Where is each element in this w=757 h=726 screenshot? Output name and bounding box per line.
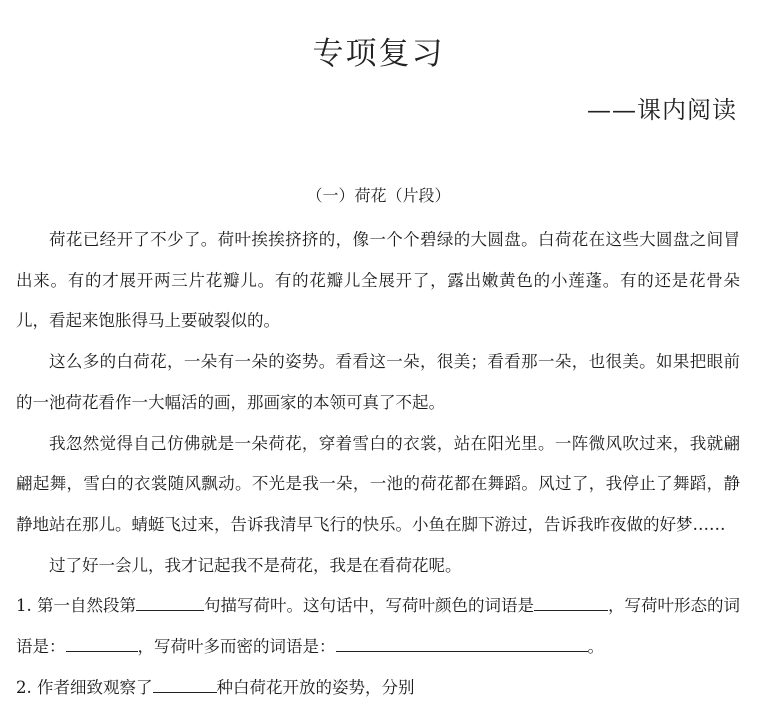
question-1-text-e: 。 [587,637,604,657]
question-1-text-a: 1. 第一自然段第 [16,596,136,616]
answer-blank-1[interactable] [136,592,204,611]
answer-blank-5[interactable] [153,674,217,693]
paragraph-1: 荷花已经开了不少了。荷叶挨挨挤挤的，像一个个碧绿的大圆盘。白荷花在这些大圆盘之间冒出来。有的才展开两三片花瓣儿。有的花瓣儿全展开了，露出嫩黄色的小莲蓬。有的还是花骨朵儿，看起来饱胀得马上要破裂似的。 [16,230,740,331]
paragraph-3: 我忽然觉得自己仿佛就是一朵荷花，穿着雪白的衣裳，站在阳光里。一阵微风吹过来，我就翩翩起舞，雪白的衣裳随风飘动。不光是我一朵，一池的荷花都在舞蹈。风过了，我停止了舞蹈，静静地站在那儿。蜻蜓飞过来，告诉我清早飞行的快乐。小鱼在脚下游过，告诉我昨夜做的好梦…… [16,433,740,534]
question-2-text-b: 种白荷花开放的姿势，分别 [216,677,415,697]
section-title: （一）荷花（片段） [306,186,451,205]
answer-blank-3[interactable] [66,633,138,652]
answer-blank-2[interactable] [534,592,608,611]
document-subtitle: ——课内阅读 [587,96,737,124]
question-1-text-d: ，写荷叶多而密的词语是： [137,637,336,657]
question-1-text-c: ，写荷叶形态的词语是： [16,596,740,657]
question-1-text-b: 句描写荷叶。这句话中，写荷叶颜色的词语是 [204,596,534,616]
question-2-text-a: 2. 作者细致观察了 [16,677,153,697]
reading-passage [16,220,740,708]
answer-blank-4[interactable] [336,633,588,652]
document-title: 专项复习 [312,36,445,72]
paragraph-4: 过了好一会儿，我才记起我不是荷花，我是在看荷花呢。 [49,555,462,575]
question-2 [16,668,740,709]
paragraph-2: 这么多的白荷花，一朵有一朵的姿势。看看这一朵，很美；看看那一朵，也很美。如果把眼前的一池荷花看作一大幅活的画，那画家的本领可真了不起。 [16,352,740,412]
question-1 [16,586,740,667]
